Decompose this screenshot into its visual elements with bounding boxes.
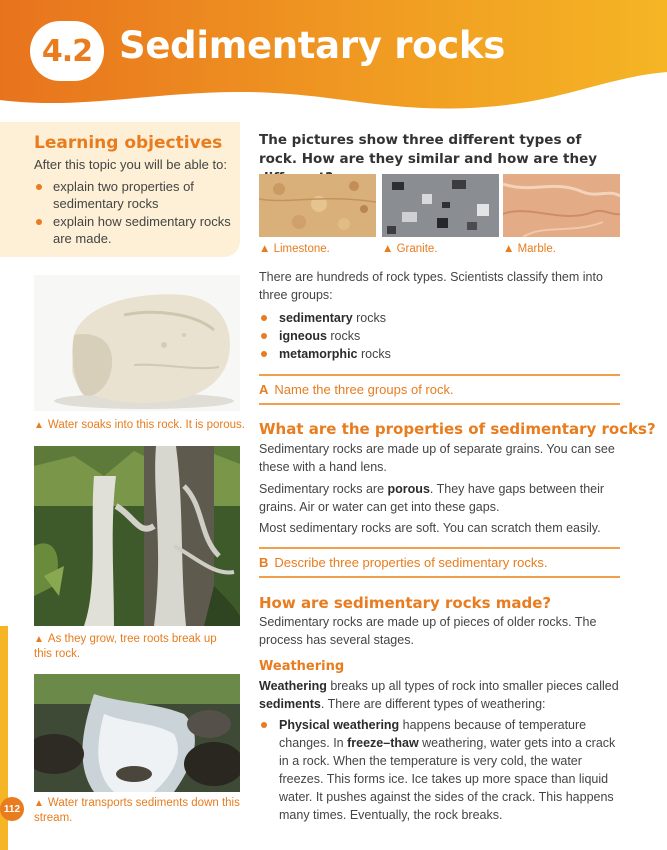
intro-question: The pictures show three different types of rock. How are they similar and how are they — [259, 132, 598, 167]
granite-caption: ▲ Granite. — [382, 243, 438, 255]
topic-badge — [30, 21, 104, 81]
stream-caption: ▲ Water transports sediments down this stream. — [34, 797, 240, 824]
learning-objectives-title: Learning objectives — [34, 133, 223, 153]
porous-rock-caption: ▲ Water soaks into this rock. It is porous. — [34, 419, 245, 431]
bullet-icon — [261, 351, 267, 357]
how-made-paragraph: Sedimentary rocks are made up of pieces of older rocks. The process has several stages. — [259, 615, 597, 647]
granite-photo — [382, 174, 499, 237]
weathering-list — [259, 716, 621, 824]
rock-types-intro: There are hundreds of rock types. Scientists classify them into three groups: — [259, 270, 603, 302]
rock-group-item: sedimentary rocks — [259, 309, 391, 327]
page-title: Sedimentary rocks — [119, 24, 505, 67]
triangle-icon: ▲ — [382, 243, 397, 255]
rock-group-item: igneous rocks — [259, 327, 391, 345]
question-a-box — [259, 374, 620, 405]
triangle-icon: ▲ — [34, 634, 44, 645]
limestone-caption: ▲ Limestone. — [259, 243, 330, 255]
weathering-item: Physical weathering happens because of temperature changes. In freeze–thaw weathering, water gets into a crack in a rock. When the temperature is very cold, the water freezes. This forms ice. Ice takes up more space than liquid water. It pushes against the sides of the crack. This happens many times. Eventually, the rock breaks. — [259, 716, 621, 824]
question-b-text: Describe three properties of sedimentary rocks. — [274, 555, 548, 570]
marble-photo — [503, 174, 620, 237]
objective-item: explain two properties of sedimentary rocks — [34, 178, 239, 212]
rock-groups-list — [259, 309, 391, 363]
porous-rock-photo — [34, 275, 240, 411]
learning-objectives-list — [34, 178, 239, 248]
triangle-icon: ▲ — [34, 420, 44, 431]
limestone-photo — [259, 174, 376, 237]
question-b-box — [259, 547, 620, 578]
bullet-icon — [36, 184, 42, 190]
triangle-icon: ▲ — [259, 243, 274, 255]
triangle-icon: ▲ — [503, 243, 518, 255]
how-made-heading: How are sedimentary rocks made? — [259, 594, 552, 612]
triangle-icon: ▲ — [34, 798, 44, 809]
objective-item: explain how sedimentary rocks are made. — [34, 213, 239, 247]
weathering-paragraph: Weathering breaks up all types of rock into smaller pieces called sediments. There are different types of weathering: — [259, 679, 619, 711]
bullet-icon — [36, 219, 42, 225]
bullet-icon — [261, 315, 267, 321]
bullet-icon — [261, 333, 267, 339]
learning-objectives-intro: After this topic you will be able to: — [34, 157, 227, 172]
topic-number: 4.2 — [41, 33, 93, 69]
tree-roots-photo — [34, 446, 240, 626]
marble-caption: ▲ Marble. — [503, 243, 556, 255]
properties-paragraph-1: Sedimentary rocks are made up of separate grains. You can see these with a hand lens. — [259, 442, 615, 474]
page-number: 112 — [0, 797, 24, 821]
stream-photo — [34, 674, 240, 792]
rock-group-item: metamorphic rocks — [259, 345, 391, 363]
bullet-icon — [261, 722, 267, 728]
question-a-letter: A — [259, 382, 269, 397]
properties-heading: What are the properties of sedimentary rocks? — [259, 420, 656, 438]
question-b-letter: B — [259, 555, 269, 570]
properties-paragraph-2: Sedimentary rocks are porous. They have gaps between their grains. Air or water can get into these gaps. — [259, 482, 605, 514]
weathering-subheading: Weathering — [259, 659, 345, 674]
question-a-text: Name the three groups of rock. — [274, 382, 454, 397]
tree-roots-caption: ▲ As they grow, tree roots break up this rock. — [34, 633, 217, 660]
properties-paragraph-3: Most sedimentary rocks are soft. You can scratch them easily. — [259, 521, 601, 535]
